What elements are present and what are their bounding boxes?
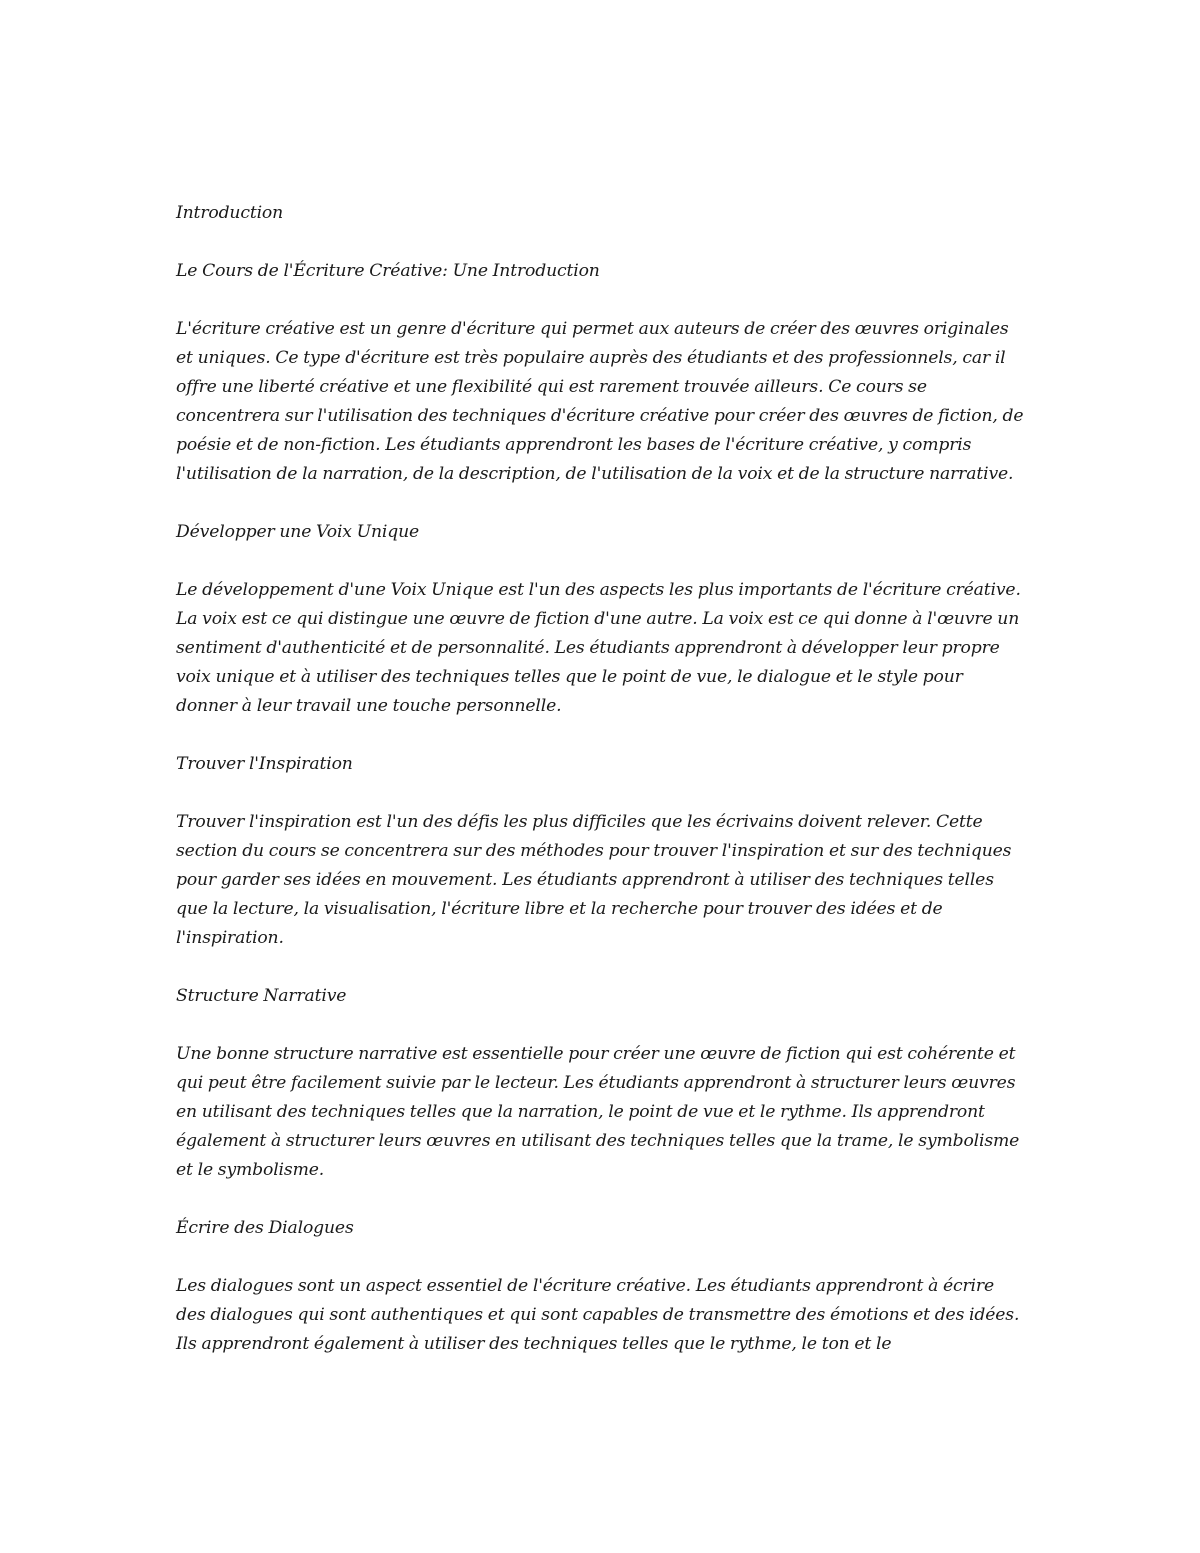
paragraph-narrative-structure: Une bonne structure narrative est essentielle pour créer une œuvre de fiction qui est cohérente et qui peut être facilement suivie par le lecteur. Les étudiants apprendront à structurer leurs œuvres en utilisant des techniques telles que la narration, le point de vue et le rythme. Ils apprendront également à structurer leurs œuvres en utilisant des techniques telles que la trame, le symbolisme et le symbolisme. <box>176 1044 1020 1180</box>
paragraph-inspiration: Trouver l'inspiration est l'un des défis les plus difficiles que les écrivains doivent relever. Cette section du cours se concentrera sur des méthodes pour trouver l'inspiration et sur des techniques pour garder ses idées en mouvement. Les étudiants apprendront à utiliser des techniques telles que la lecture, la visualisation, l'écriture libre et la recherche pour trouver des idées et de l'inspiration. <box>176 812 1012 948</box>
paragraph-introduction: L'écriture créative est un genre d'écriture qui permet aux auteurs de créer des œuvres originales et uniques. Ce type d'écriture est très populaire auprès des étudiants et des professionnels, car il offre une liberté créative et une flexibilité qui est rarement trouvée ailleurs. Ce cours se concentrera sur l'utilisation des techniques d'écriture créative pour créer des œuvres de fiction, de poésie et de non-fiction. Les étudiants apprendront les bases de l'écriture créative, y compris l'utilisation de la narration, de la description, de l'utilisation de la voix et de la structure narrative. <box>176 319 1024 484</box>
heading-narrative-structure: Structure Narrative <box>176 986 347 1006</box>
heading-introduction: Introduction <box>176 203 284 223</box>
heading-inspiration: Trouver l'Inspiration <box>176 754 353 774</box>
heading-course-title: Le Cours de l'Écriture Créative: Une Introduction <box>176 261 600 281</box>
document-body <box>176 199 1026 1359</box>
heading-unique-voice: Développer une Voix Unique <box>176 522 420 542</box>
paragraph-dialogues: Les dialogues sont un aspect essentiel de l'écriture créative. Les étudiants apprendront à écrire des dialogues qui sont authentiques et qui sont capables de transmettre des émotions et des idées. Ils apprendront également à utiliser des techniques telles que le rythme, le ton et le <box>176 1276 1020 1354</box>
paragraph-unique-voice: Le développement d'une Voix Unique est l'un des aspects les plus importants de l'écriture créative. La voix est ce qui distingue une œuvre de fiction d'une autre. La voix est ce qui donne à l'œuvre un sentiment d'authenticité et de personnalité. Les étudiants apprendront à développer leur propre voix unique et à utiliser des techniques telles que le point de vue, le dialogue et le style pour donner à leur travail une touche personnelle. <box>176 580 1021 716</box>
heading-dialogues: Écrire des Dialogues <box>176 1218 354 1238</box>
